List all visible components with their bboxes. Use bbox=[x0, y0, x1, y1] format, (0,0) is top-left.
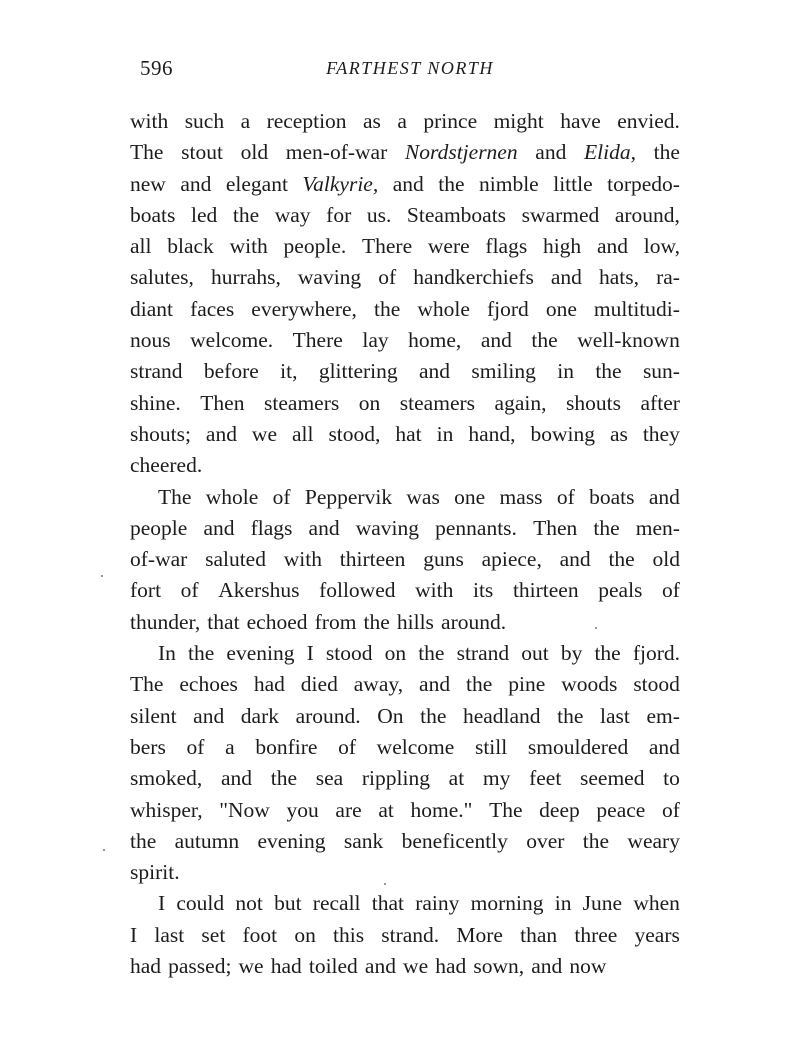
word: than bbox=[520, 922, 558, 947]
word: and bbox=[480, 328, 512, 353]
word: of bbox=[378, 265, 397, 290]
word: by bbox=[560, 641, 583, 666]
word: of-war bbox=[130, 547, 188, 572]
word: the bbox=[363, 609, 390, 634]
word: smouldered bbox=[527, 734, 629, 759]
word: home, bbox=[408, 328, 462, 353]
word: recall bbox=[312, 891, 361, 916]
text-line bbox=[130, 888, 680, 919]
word: ra- bbox=[656, 265, 680, 290]
word: pennants. bbox=[435, 515, 517, 540]
word: old bbox=[652, 547, 680, 572]
word: on bbox=[358, 390, 381, 415]
word: fjord bbox=[486, 296, 529, 321]
word: feet bbox=[529, 766, 562, 791]
word: of bbox=[272, 484, 291, 509]
text-line bbox=[130, 388, 680, 419]
word: now bbox=[569, 954, 607, 979]
word: over bbox=[526, 828, 565, 853]
word: The bbox=[130, 140, 164, 165]
word: the bbox=[188, 641, 215, 666]
text-line bbox=[130, 106, 680, 137]
word: and bbox=[419, 672, 451, 697]
word: and bbox=[535, 140, 567, 165]
word: The bbox=[158, 484, 192, 509]
word: and bbox=[418, 359, 451, 384]
word: little bbox=[553, 171, 593, 196]
print-speck bbox=[384, 883, 386, 885]
word: before bbox=[203, 359, 259, 384]
word: and bbox=[648, 484, 680, 509]
word: echoes bbox=[179, 672, 238, 697]
word: Valkyrie, bbox=[302, 171, 379, 196]
word: sun- bbox=[642, 359, 680, 384]
word: such bbox=[184, 109, 225, 133]
word: weary bbox=[627, 828, 680, 853]
word: sea bbox=[315, 766, 344, 791]
word: at bbox=[378, 797, 394, 822]
word: in bbox=[554, 891, 572, 916]
word: I bbox=[158, 891, 166, 916]
word: bowing bbox=[530, 421, 595, 446]
word: handkerchiefs bbox=[413, 265, 534, 290]
word: On bbox=[377, 703, 404, 728]
word: all bbox=[130, 234, 152, 259]
word: smiling bbox=[471, 359, 536, 384]
word: and bbox=[205, 421, 237, 446]
word: last bbox=[600, 703, 630, 728]
word: whisper, bbox=[130, 797, 203, 822]
text-line bbox=[130, 513, 680, 544]
word: nous bbox=[130, 328, 171, 353]
word: stout bbox=[181, 140, 223, 165]
word: with bbox=[229, 234, 268, 259]
word: Steamboats bbox=[406, 202, 507, 227]
word: lay bbox=[362, 328, 389, 353]
word: led bbox=[190, 202, 218, 227]
word: welcome. bbox=[190, 328, 274, 353]
word: flags bbox=[250, 515, 293, 540]
word: the bbox=[374, 296, 401, 321]
running-head-title: FARTHEST NORTH bbox=[326, 58, 494, 78]
word: envied. bbox=[617, 109, 680, 133]
word: old bbox=[240, 140, 269, 165]
word: the bbox=[653, 140, 680, 165]
word: a bbox=[240, 109, 251, 133]
word: and bbox=[596, 234, 628, 259]
word: mass bbox=[499, 484, 543, 509]
word: around. bbox=[441, 609, 507, 634]
text-line bbox=[130, 669, 680, 700]
text-line bbox=[130, 419, 680, 450]
word: of bbox=[556, 484, 575, 509]
word: men- bbox=[635, 515, 680, 540]
word: apiece, bbox=[481, 547, 542, 572]
text-line bbox=[130, 231, 680, 262]
word: bonfire bbox=[255, 734, 318, 759]
word: hurrahs, bbox=[210, 265, 281, 290]
word: men-of-war bbox=[285, 140, 388, 165]
word: Nordstjernen bbox=[404, 140, 518, 165]
word: low, bbox=[643, 234, 680, 259]
text-line bbox=[130, 826, 680, 857]
word: deep bbox=[539, 797, 580, 822]
body-text bbox=[130, 106, 680, 982]
word: and bbox=[648, 734, 680, 759]
text-line bbox=[130, 544, 680, 575]
text-line bbox=[130, 795, 680, 826]
word: a bbox=[225, 734, 235, 759]
word: echoed bbox=[246, 609, 308, 634]
word: in bbox=[436, 421, 454, 446]
word: again, bbox=[494, 390, 547, 415]
word: hills bbox=[396, 609, 434, 634]
text-line bbox=[130, 732, 680, 763]
word: saluted bbox=[205, 547, 266, 572]
word: There bbox=[292, 328, 343, 353]
word: In bbox=[158, 641, 176, 666]
word: around. bbox=[295, 703, 361, 728]
print-speck bbox=[595, 627, 597, 629]
word: and bbox=[550, 265, 582, 290]
text-line bbox=[130, 951, 680, 982]
word: when bbox=[633, 891, 680, 916]
word: Akershus bbox=[218, 578, 300, 603]
text-line bbox=[130, 638, 680, 669]
word: out bbox=[521, 641, 549, 666]
word: thunder, bbox=[130, 609, 201, 634]
word: whole bbox=[205, 484, 259, 509]
word: the bbox=[130, 828, 157, 853]
word: the bbox=[608, 547, 635, 572]
word: had bbox=[435, 954, 467, 979]
word: of bbox=[662, 578, 680, 603]
word: strand bbox=[130, 359, 183, 384]
word: of bbox=[662, 797, 680, 822]
word: and bbox=[531, 954, 563, 979]
word: with bbox=[415, 578, 454, 603]
text-line bbox=[130, 262, 680, 293]
word: everywhere, bbox=[251, 296, 357, 321]
text-line bbox=[130, 763, 680, 794]
word: a bbox=[397, 109, 407, 133]
word: The bbox=[130, 672, 164, 697]
word: fort bbox=[130, 578, 162, 603]
word: people. bbox=[283, 234, 347, 259]
word: they bbox=[642, 421, 680, 446]
word: silent bbox=[130, 703, 177, 728]
word: and bbox=[220, 766, 253, 791]
word: rainy bbox=[415, 891, 460, 916]
word: that bbox=[207, 609, 240, 634]
print-speck bbox=[103, 849, 105, 851]
word: as bbox=[609, 421, 628, 446]
word: could bbox=[176, 891, 225, 916]
word: glittering bbox=[318, 359, 398, 384]
word: well-known bbox=[577, 328, 680, 353]
word: high bbox=[542, 234, 582, 259]
word: Elida, bbox=[584, 140, 636, 165]
word: beneficently bbox=[401, 828, 508, 853]
word: foot bbox=[242, 922, 278, 947]
word: my bbox=[482, 766, 511, 791]
word: More bbox=[456, 922, 503, 947]
word: morning bbox=[470, 891, 544, 916]
word: on bbox=[294, 922, 316, 947]
word: cheered. bbox=[130, 453, 203, 478]
word: em- bbox=[646, 703, 680, 728]
word: with bbox=[283, 547, 322, 572]
word: of bbox=[186, 734, 205, 759]
text-line bbox=[130, 920, 680, 951]
word: toiled bbox=[308, 954, 358, 979]
word: that bbox=[371, 891, 405, 916]
word: one bbox=[545, 296, 577, 321]
word: torpedo- bbox=[607, 171, 680, 196]
word: its bbox=[472, 578, 494, 603]
word: There bbox=[361, 234, 413, 259]
paragraph bbox=[130, 888, 680, 982]
word: one bbox=[454, 484, 486, 509]
text-line bbox=[130, 294, 680, 325]
word: years bbox=[634, 922, 680, 947]
word: prince bbox=[423, 109, 478, 133]
word: the bbox=[420, 703, 447, 728]
word: at bbox=[448, 766, 465, 791]
word: swarmed bbox=[521, 202, 600, 227]
word: welcome bbox=[376, 734, 455, 759]
word: fjord. bbox=[632, 641, 680, 666]
word: and bbox=[308, 515, 340, 540]
text-line bbox=[130, 701, 680, 732]
word: stood, bbox=[328, 421, 381, 446]
word: flags bbox=[485, 234, 528, 259]
word: woods bbox=[561, 672, 618, 697]
word: hand, bbox=[468, 421, 516, 446]
word: passed; bbox=[168, 954, 232, 979]
word: was bbox=[406, 484, 440, 509]
word: of bbox=[338, 734, 356, 759]
word: not bbox=[235, 891, 263, 916]
text-line bbox=[130, 356, 680, 387]
word: the bbox=[595, 359, 622, 384]
word: multitudi- bbox=[593, 296, 680, 321]
word: and bbox=[203, 515, 235, 540]
word: had bbox=[270, 954, 302, 979]
word: black bbox=[167, 234, 214, 259]
word: boats bbox=[589, 484, 635, 509]
word: headland bbox=[462, 703, 541, 728]
word: rippling bbox=[361, 766, 430, 791]
word: we bbox=[238, 954, 264, 979]
word: June bbox=[582, 891, 623, 916]
word: last bbox=[154, 922, 185, 947]
word: three bbox=[574, 922, 618, 947]
word: to bbox=[663, 766, 680, 791]
word: but bbox=[274, 891, 302, 916]
word: in bbox=[557, 359, 574, 384]
word: around, bbox=[614, 202, 680, 227]
word: the bbox=[557, 703, 584, 728]
page-number: 596 bbox=[140, 56, 173, 80]
word: still bbox=[474, 734, 508, 759]
word: we bbox=[403, 954, 429, 979]
word: "Now bbox=[219, 797, 270, 822]
word: after bbox=[640, 390, 680, 415]
word: for bbox=[326, 202, 352, 227]
print-speck bbox=[101, 575, 103, 577]
word: hat bbox=[395, 421, 422, 446]
word: smoked, bbox=[130, 766, 203, 791]
paragraph bbox=[130, 106, 680, 482]
word: the bbox=[418, 641, 445, 666]
word: the bbox=[594, 641, 621, 666]
word: waving bbox=[355, 515, 419, 540]
word: and bbox=[180, 171, 212, 196]
word: nimble bbox=[479, 171, 539, 196]
word: the bbox=[438, 171, 465, 196]
text-line bbox=[130, 482, 680, 513]
word: thirteen bbox=[512, 578, 579, 603]
text-line bbox=[130, 607, 680, 638]
word: way bbox=[274, 202, 311, 227]
word: seemed bbox=[580, 766, 645, 791]
word: have bbox=[560, 109, 601, 133]
word: the bbox=[582, 828, 610, 853]
word: dark bbox=[240, 703, 279, 728]
word: I bbox=[306, 641, 314, 666]
word: the bbox=[466, 672, 493, 697]
word: The bbox=[489, 797, 523, 822]
word: and bbox=[193, 703, 225, 728]
text-line bbox=[130, 169, 680, 200]
word: hats, bbox=[599, 265, 640, 290]
word: diant bbox=[130, 296, 173, 321]
text-line bbox=[130, 200, 680, 231]
word: you bbox=[286, 797, 319, 822]
word: Peppervik bbox=[304, 484, 393, 509]
paragraph bbox=[130, 482, 680, 638]
word: were bbox=[427, 234, 470, 259]
word: followed bbox=[319, 578, 396, 603]
word: the bbox=[232, 202, 260, 227]
word: home." bbox=[410, 797, 473, 822]
word: and bbox=[392, 171, 424, 196]
word: peace bbox=[596, 797, 646, 822]
word: shouts bbox=[566, 390, 621, 415]
word: sank bbox=[343, 828, 384, 853]
word: the bbox=[593, 515, 620, 540]
word: faces bbox=[190, 296, 235, 321]
word: Then bbox=[200, 390, 245, 415]
word: evening bbox=[226, 641, 295, 666]
word: reception bbox=[266, 109, 347, 133]
word: it, bbox=[280, 359, 298, 384]
word: new bbox=[130, 171, 166, 196]
word: we bbox=[251, 421, 277, 446]
word: evening bbox=[257, 828, 326, 853]
word: I bbox=[130, 922, 138, 947]
word: the bbox=[270, 766, 297, 791]
word: spirit. bbox=[130, 860, 180, 885]
text-line bbox=[130, 857, 680, 888]
word: waving bbox=[297, 265, 362, 290]
word: us. bbox=[366, 202, 392, 227]
word: and bbox=[559, 547, 591, 572]
word: and bbox=[364, 954, 396, 979]
word: strand bbox=[456, 641, 510, 666]
word: the bbox=[531, 328, 558, 353]
word: as bbox=[363, 109, 381, 133]
word: are bbox=[335, 797, 362, 822]
word: had bbox=[130, 954, 162, 979]
word: from bbox=[314, 609, 357, 634]
word: shine. bbox=[130, 390, 181, 415]
word: steamers bbox=[399, 390, 476, 415]
word: autumn bbox=[174, 828, 240, 853]
word: on bbox=[384, 641, 407, 666]
word: elegant bbox=[225, 171, 288, 196]
word: stood bbox=[325, 641, 373, 666]
word: died bbox=[300, 672, 338, 697]
word: thirteen bbox=[339, 547, 406, 572]
text-line bbox=[130, 450, 680, 481]
text-line bbox=[130, 575, 680, 606]
word: away, bbox=[353, 672, 404, 697]
word: stood bbox=[633, 672, 680, 697]
word: Then bbox=[533, 515, 578, 540]
word: might bbox=[493, 109, 544, 133]
paragraph bbox=[130, 638, 680, 888]
text-line bbox=[130, 137, 680, 168]
word: bers bbox=[130, 734, 166, 759]
word: with bbox=[130, 109, 169, 133]
word: strand. bbox=[381, 922, 440, 947]
word: boats bbox=[130, 202, 176, 227]
word: all bbox=[291, 421, 314, 446]
word: of bbox=[180, 578, 199, 603]
word: shouts; bbox=[130, 421, 191, 446]
word: set bbox=[201, 922, 226, 947]
word: this bbox=[333, 922, 365, 947]
word: guns bbox=[423, 547, 464, 572]
word: salutes, bbox=[130, 265, 194, 290]
word: had bbox=[253, 672, 285, 697]
word: pine bbox=[508, 672, 546, 697]
word: people bbox=[130, 515, 188, 540]
word: peals bbox=[598, 578, 643, 603]
word: steamers bbox=[264, 390, 340, 415]
word: sown, bbox=[473, 954, 525, 979]
word: whole bbox=[417, 296, 470, 321]
text-line bbox=[130, 325, 680, 356]
